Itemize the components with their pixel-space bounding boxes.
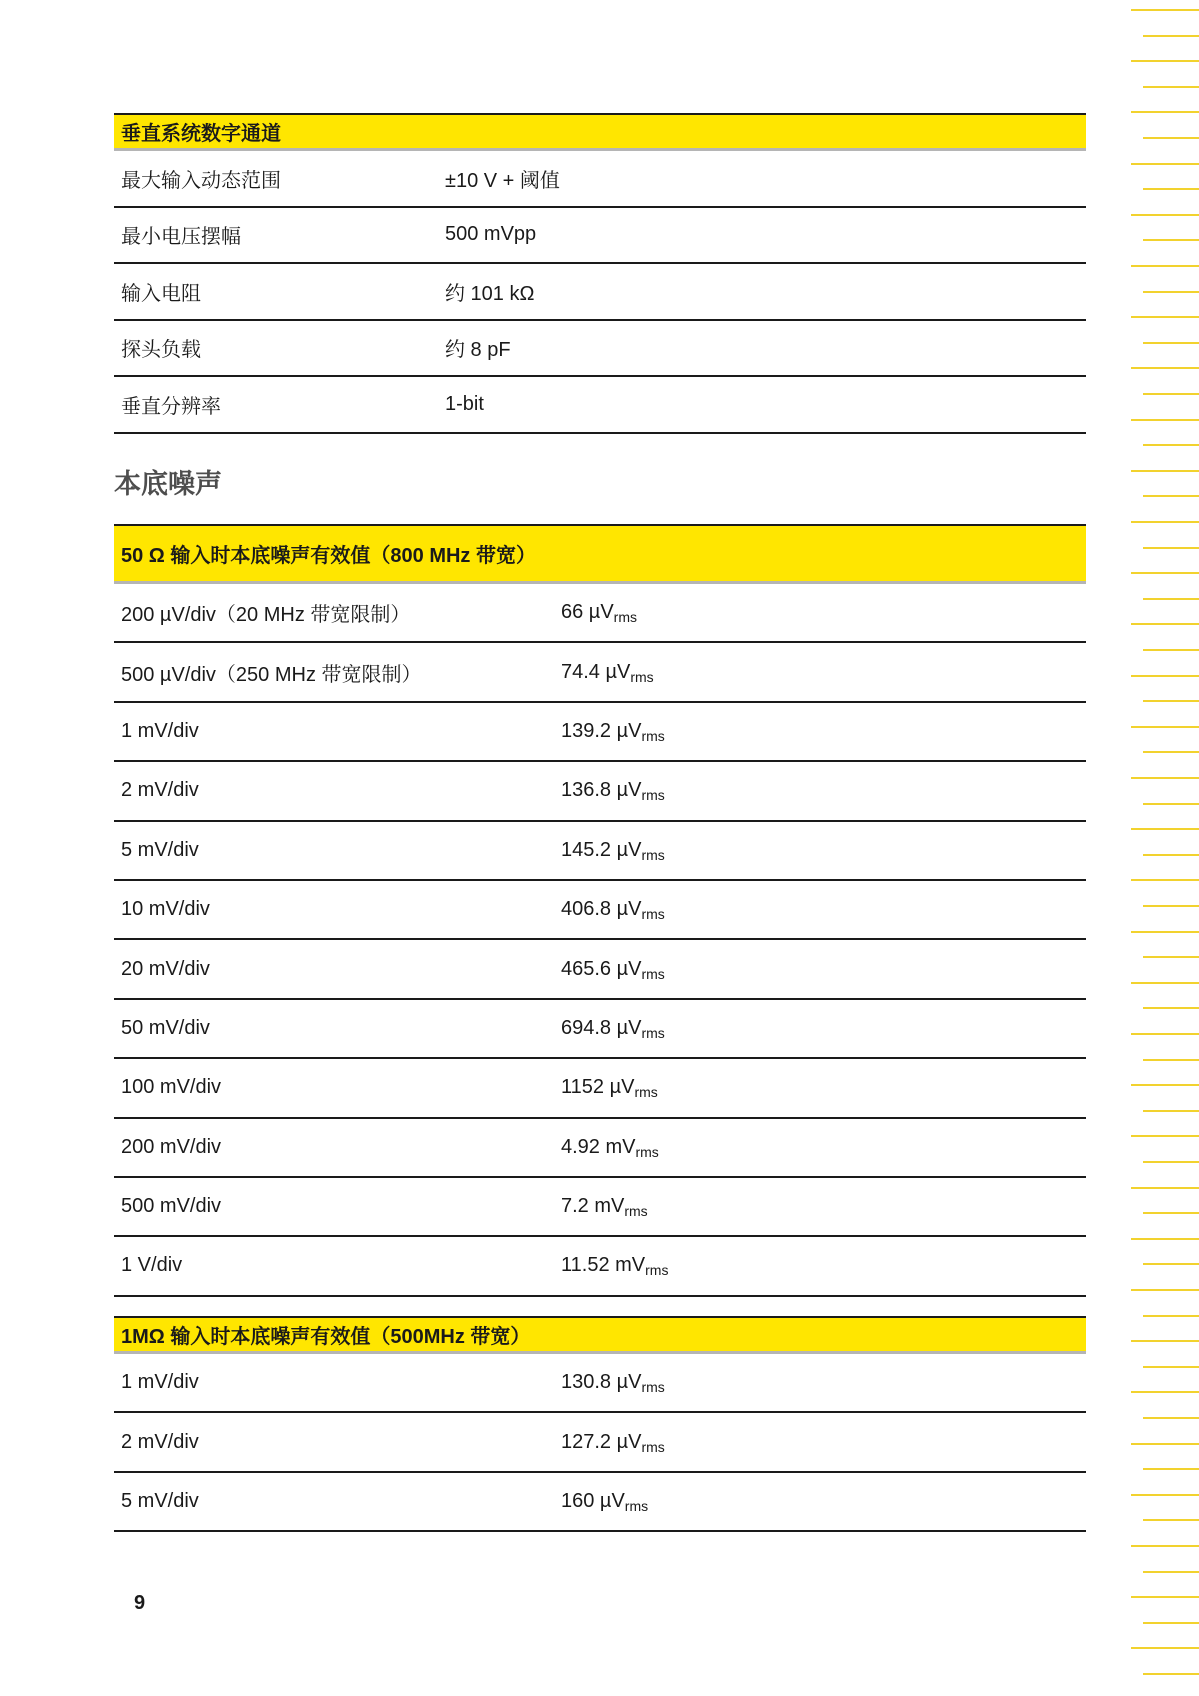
table-row <box>114 1473 1086 1532</box>
spec-label: 探头负载 <box>121 339 201 362</box>
table-row <box>114 1119 1086 1178</box>
decorative-stripe <box>1131 419 1199 421</box>
noise-value-text: 145.2 µV <box>561 838 642 861</box>
volts-per-div-setting: 500 mV/div <box>121 1195 222 1218</box>
decorative-stripe <box>1131 1187 1199 1189</box>
decorative-stripe <box>1143 1007 1199 1009</box>
decorative-stripe <box>1143 1059 1199 1061</box>
rms-subscript: rms <box>641 1379 665 1396</box>
decorative-stripe <box>1143 1622 1199 1624</box>
noise-value <box>561 958 665 981</box>
table-row <box>114 377 1086 434</box>
volts-per-div-setting: 20 mV/div <box>121 957 210 980</box>
table-row <box>114 1059 1086 1118</box>
decorative-stripe <box>1143 905 1199 907</box>
rms-subscript: rms <box>635 1143 659 1160</box>
noise-value-text: 694.8 µV <box>561 1016 642 1039</box>
noise-value-text: 4.92 mV <box>561 1135 636 1158</box>
decorative-stripe <box>1131 675 1199 677</box>
table-row <box>114 1413 1086 1472</box>
noise-value <box>561 1254 668 1277</box>
volts-per-div-setting: 100 mV/div <box>121 1076 222 1099</box>
decorative-stripe <box>1131 316 1199 318</box>
decorative-stripe <box>1131 1033 1199 1035</box>
decorative-stripe <box>1143 444 1199 446</box>
decorative-stripe <box>1143 854 1199 856</box>
noise-value-text: 160 µV <box>561 1489 625 1512</box>
noise-value-text: 127.2 µV <box>561 1430 642 1453</box>
decorative-stripe <box>1131 60 1199 62</box>
decorative-stripe <box>1131 1443 1199 1445</box>
spec-label: 最大输入动态范围 <box>121 169 281 192</box>
decorative-stripe <box>1131 111 1199 113</box>
decorative-stripe <box>1131 572 1199 574</box>
rms-subscript: rms <box>641 906 665 923</box>
spec-label: 输入电阻 <box>121 282 201 305</box>
noise-value-text: 11.52 mV <box>561 1254 646 1277</box>
spec-value: 1-bit <box>445 392 484 415</box>
rms-subscript: rms <box>641 1024 665 1041</box>
noise-value <box>561 1195 648 1218</box>
rms-subscript: rms <box>641 846 665 863</box>
decorative-stripe <box>1131 1238 1199 1240</box>
noise-value-text: 74.4 µV <box>561 660 631 683</box>
decorative-stripe <box>1131 9 1199 11</box>
table-header: 1MΩ 输入时本底噪声有效值（500MHz 带宽） <box>114 1316 1086 1354</box>
table-row <box>114 940 1086 999</box>
table-header: 垂直系统数字通道 <box>114 113 1086 151</box>
decorative-stripe <box>1143 239 1199 241</box>
table-row <box>114 881 1086 940</box>
decorative-stripe <box>1143 700 1199 702</box>
decorative-stripe <box>1131 214 1199 216</box>
noise-value-text: 139.2 µV <box>561 719 642 742</box>
decorative-stripe <box>1143 1571 1199 1573</box>
decorative-stripe <box>1143 1519 1199 1521</box>
decorative-stripe <box>1131 879 1199 881</box>
noise-50ohm-table <box>114 524 1086 1297</box>
noise-value <box>561 1371 665 1394</box>
decorative-stripe <box>1143 137 1199 139</box>
spec-value: ±10 V + 阈值 <box>445 169 560 192</box>
noise-value-text: 406.8 µV <box>561 898 642 921</box>
volts-per-div-setting: 10 mV/div <box>121 898 210 921</box>
noise-value <box>561 661 654 684</box>
table-row <box>114 643 1086 702</box>
volts-per-div-setting: 200 µV/div（20 MHz 带宽限制） <box>121 604 411 627</box>
spec-label: 垂直分辨率 <box>121 395 221 418</box>
rms-subscript: rms <box>613 609 637 626</box>
decorative-stripe <box>1131 1391 1199 1393</box>
noise-value <box>561 1076 658 1099</box>
table-row <box>114 584 1086 643</box>
decorative-stripe <box>1131 1289 1199 1291</box>
decorative-stripe <box>1131 1596 1199 1598</box>
table-row <box>114 264 1086 321</box>
table-row <box>114 1178 1086 1237</box>
decorative-stripe <box>1143 1212 1199 1214</box>
noise-value <box>561 1017 665 1040</box>
decorative-stripe <box>1131 1340 1199 1342</box>
decorative-stripe <box>1143 1315 1199 1317</box>
noise-value-text: 66 µV <box>561 601 614 624</box>
rms-subscript: rms <box>641 1438 665 1455</box>
noise-value <box>561 720 665 743</box>
spec-value: 约 8 pF <box>445 339 511 362</box>
noise-value-text: 1152 µV <box>561 1076 635 1099</box>
decorative-stripe <box>1143 393 1199 395</box>
volts-per-div-setting: 5 mV/div <box>121 1489 199 1512</box>
volts-per-div-setting: 500 µV/div（250 MHz 带宽限制） <box>121 663 422 686</box>
decorative-stripe <box>1131 1084 1199 1086</box>
decorative-stripe <box>1143 342 1199 344</box>
noise-value-text: 7.2 mV <box>561 1195 625 1218</box>
noise-value-text: 130.8 µV <box>561 1371 642 1394</box>
volts-per-div-setting: 200 mV/div <box>121 1135 222 1158</box>
rms-subscript: rms <box>645 1262 669 1279</box>
decorative-stripes <box>1099 0 1199 1696</box>
volts-per-div-setting: 5 mV/div <box>121 838 199 861</box>
noise-value <box>561 839 665 862</box>
table-row <box>114 208 1086 265</box>
rms-subscript: rms <box>624 1203 648 1220</box>
decorative-stripe <box>1143 751 1199 753</box>
decorative-stripe <box>1143 495 1199 497</box>
decorative-stripe <box>1131 1135 1199 1137</box>
decorative-stripe <box>1143 598 1199 600</box>
decorative-stripe <box>1143 547 1199 549</box>
volts-per-div-setting: 50 mV/div <box>121 1016 210 1039</box>
decorative-stripe <box>1131 163 1199 165</box>
spec-value: 约 101 kΩ <box>445 282 535 305</box>
decorative-stripe <box>1131 521 1199 523</box>
decorative-stripe <box>1143 1417 1199 1419</box>
decorative-stripe <box>1131 726 1199 728</box>
noise-1mohm-table <box>114 1316 1086 1532</box>
decorative-stripe <box>1143 803 1199 805</box>
rms-subscript: rms <box>641 787 665 804</box>
table-row <box>114 1354 1086 1413</box>
decorative-stripe <box>1131 1494 1199 1496</box>
decorative-stripe <box>1131 1545 1199 1547</box>
spec-label: 最小电压摆幅 <box>121 226 241 249</box>
decorative-stripe <box>1131 265 1199 267</box>
table-row <box>114 822 1086 881</box>
rms-subscript: rms <box>634 1084 658 1101</box>
volts-per-div-setting: 2 mV/div <box>121 1430 199 1453</box>
decorative-stripe <box>1143 1161 1199 1163</box>
decorative-stripe <box>1143 291 1199 293</box>
decorative-stripe <box>1143 1673 1199 1675</box>
rms-subscript: rms <box>630 668 654 685</box>
volts-per-div-setting: 1 V/div <box>121 1254 183 1277</box>
digital-vertical-table <box>114 113 1086 434</box>
table-row <box>114 321 1086 378</box>
noise-value <box>561 898 665 921</box>
page-number: 9 <box>134 1592 146 1614</box>
table-row <box>114 703 1086 762</box>
table-row <box>114 762 1086 821</box>
decorative-stripe <box>1143 188 1199 190</box>
noise-value-text: 136.8 µV <box>561 779 642 802</box>
volts-per-div-setting: 2 mV/div <box>121 779 199 802</box>
decorative-stripe <box>1131 982 1199 984</box>
noise-value <box>561 1490 648 1513</box>
decorative-stripe <box>1143 1263 1199 1265</box>
decorative-stripe <box>1131 367 1199 369</box>
noise-value-text: 465.6 µV <box>561 957 642 980</box>
noise-value <box>561 601 637 624</box>
table-row <box>114 151 1086 208</box>
table-row <box>114 1000 1086 1059</box>
decorative-stripe <box>1131 931 1199 933</box>
decorative-stripe <box>1143 86 1199 88</box>
section-title: 本底噪声 <box>114 469 222 499</box>
table-header: 50 Ω 输入时本底噪声有效值（800 MHz 带宽） <box>114 524 1086 584</box>
table-row <box>114 1237 1086 1296</box>
spec-value: 500 mVpp <box>445 223 537 246</box>
rms-subscript: rms <box>641 965 665 982</box>
decorative-stripe <box>1143 956 1199 958</box>
rms-subscript: rms <box>624 1497 649 1514</box>
decorative-stripe <box>1143 1110 1199 1112</box>
noise-value <box>561 1431 665 1454</box>
decorative-stripe <box>1131 470 1199 472</box>
decorative-stripe <box>1131 1647 1199 1649</box>
decorative-stripe <box>1143 1366 1199 1368</box>
decorative-stripe <box>1131 623 1199 625</box>
noise-value <box>561 779 665 802</box>
volts-per-div-setting: 1 mV/div <box>121 719 199 742</box>
decorative-stripe <box>1131 828 1199 830</box>
decorative-stripe <box>1131 777 1199 779</box>
rms-subscript: rms <box>641 727 665 744</box>
decorative-stripe <box>1143 1468 1199 1470</box>
decorative-stripe <box>1143 649 1199 651</box>
volts-per-div-setting: 1 mV/div <box>121 1371 199 1394</box>
noise-value <box>561 1136 659 1159</box>
decorative-stripe <box>1143 35 1199 37</box>
